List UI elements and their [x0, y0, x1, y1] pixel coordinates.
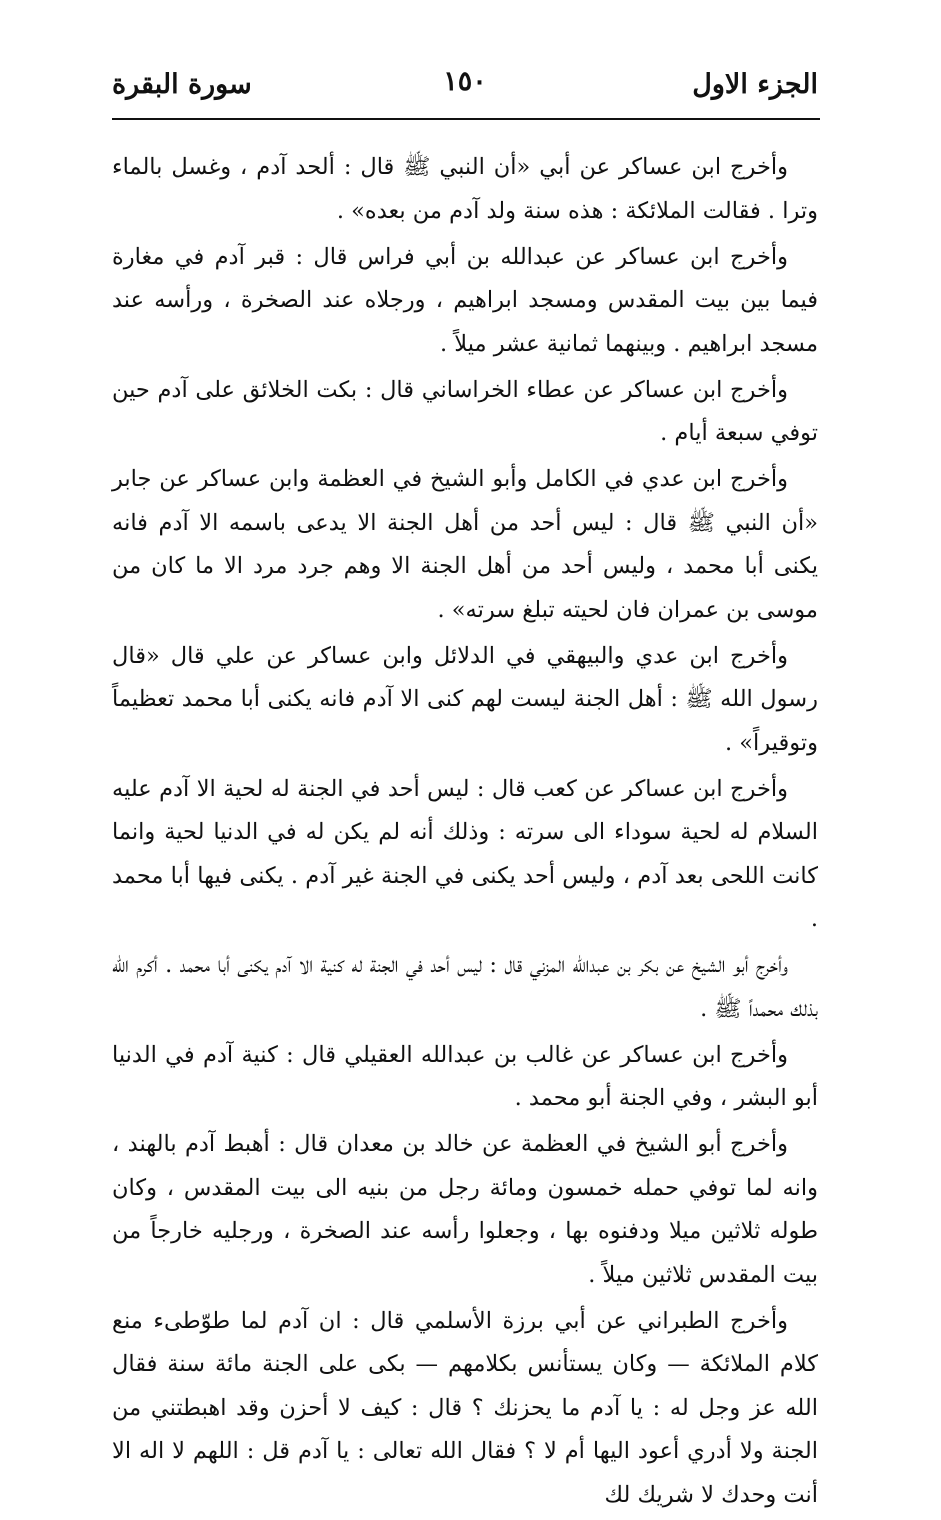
paragraph: وأخرج ابن عدي والبيهقي في الدلائل وابن عساكر عن علي قال «قال رسول الله ﷺ : أهل الجنة ليست لهم كنى الا آدم فانه يكنى أبا محمد تعظيماً وتوقيراً» . — [112, 642, 818, 756]
paragraph: وأخرج ابن عساكر عن كعب قال : ليس أحد في الجنة له لحية الا آدم عليه السلام له لحية سوداء الى سرته : وذلك أنه لم يكن له في الدنيا لحية وانما كانت اللحى بعد آدم ، وليس أحد يكنى في الجنة غير آدم . يكنى فيها أبا محمد . — [112, 775, 818, 932]
paragraph: وأخرج ابن عساكر عن أبي «أن النبي ﷺ قال : ألحد آدم ، وغسل بالماء وترا . فقالت الملائكة : هذه سنة ولد آدم من بعده» . — [112, 154, 818, 224]
paragraph: وأخرج ابن عساكر عن غالب بن عبدالله العقيلي قال : كنية آدم في الدنيا أبو البشر ، وفي الجنة أبو محمد . — [112, 1041, 818, 1111]
page-body — [112, 146, 818, 1520]
paragraph: وأخرج ابن عساكر عن عطاء الخراساني قال : بكت الخلائق على آدم حين توفي سبعة أيام . — [112, 376, 818, 446]
part-title: الجزء الاول — [692, 68, 818, 100]
paragraph: وأخرج أبو الشيخ عن بكر بن عبدالله المزني قال : ليس أحد في الجنة له كنية الا آدم يكنى أبا محمد . أكرم الله بذلك محمداً ﷺ . — [112, 952, 818, 1022]
surah-title: سورة البقرة — [112, 68, 252, 100]
paragraph: وأخرج أبو الشيخ في العظمة عن خالد بن معدان قال : أهبط آدم بالهند ، وانه لما توفي حمله خمسون ومائة رجل من بنيه الى بيت المقدس ، وكان طوله ثلاثين ميلا ودفنوه بها ، وجعلوا رأسه عند الصخرة ، ورجليه خارجاً من بيت المقدس ثلاثين ميلاً . — [112, 1131, 818, 1288]
page-number: ١٥٠ — [443, 66, 487, 97]
header-divider — [112, 118, 820, 120]
paragraph: وأخرج ابن عساكر عن عبدالله بن أبي فراس قال : قبر آدم في مغارة فيما بين بيت المقدس ومسجد ابراهيم ، ورجلاه عند الصخرة ، ورأسه عند مسجد ابراهيم . وبينهما ثمانية عشر ميلاً . — [112, 243, 818, 357]
paragraph: وأخرج ابن عدي في الكامل وأبو الشيخ في العظمة وابن عساكر عن جابر «أن النبي ﷺ قال : ليس أحد من أهل الجنة الا يدعى باسمه الا آدم فانه يكنى أبا محمد ، وليس أحد من أهل الجنة الا وهم جرد مرد الا ما كان من موسى بن عمران فان لحيته تبلغ سرته» . — [112, 466, 818, 623]
page-header — [112, 62, 818, 106]
paragraph: وأخرج الطبراني عن أبي برزة الأسلمي قال : ان آدم لما طوّطىء منع كلام الملائكة — وكان يستأنس بكلامهم — بكى على الجنة مائة سنة فقال الله عز وجل له : يا آدم ما يحزنك ؟ قال : كيف لا أحزن وقد اهبطتني من الجنة ولا أدري أعود اليها أم لا ؟ فقال الله تعالى : يا آدم قل : اللهم لا اله الا أنت وحدك لا شريك لك — [112, 1307, 818, 1508]
